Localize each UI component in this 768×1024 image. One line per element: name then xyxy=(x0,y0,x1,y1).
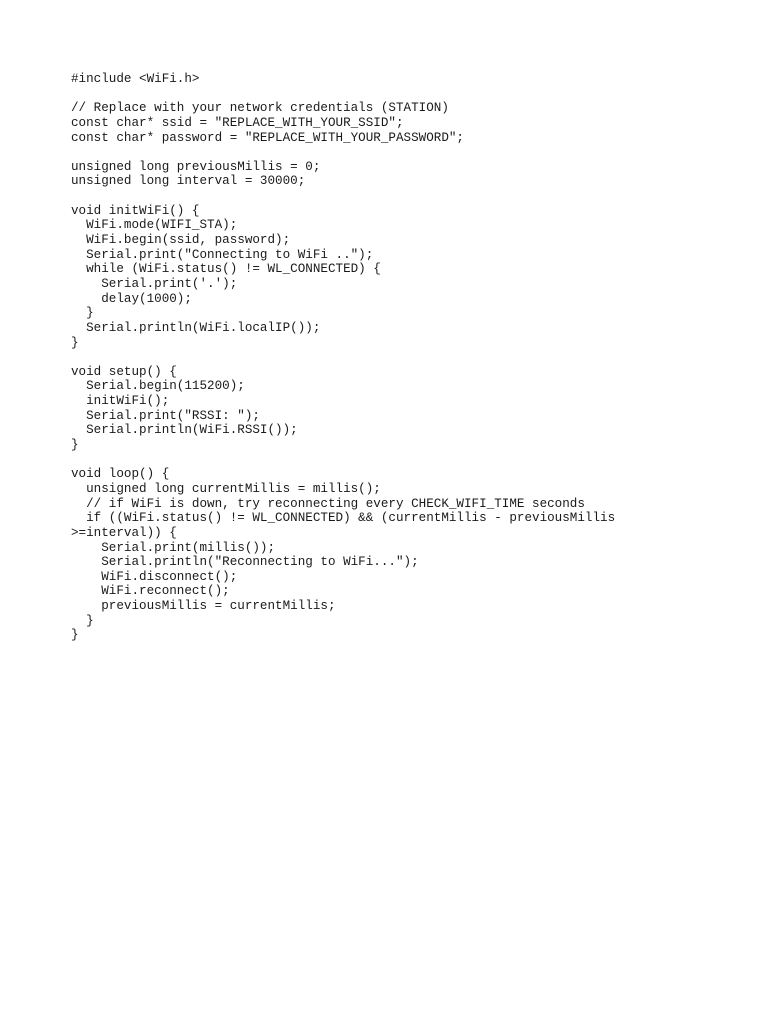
code-line: Serial.print(millis()); xyxy=(71,540,276,555)
code-line: Serial.begin(115200); xyxy=(71,379,245,394)
code-line xyxy=(71,87,691,102)
code-line: initWiFi(); xyxy=(71,394,170,409)
code-line: void setup() { xyxy=(71,364,177,379)
code-line: previousMillis = currentMillis; xyxy=(71,599,336,614)
code-line: } xyxy=(71,438,79,453)
code-line xyxy=(71,350,691,365)
code-line: WiFi.mode(WIFI_STA); xyxy=(71,218,238,233)
code-line: void loop() { xyxy=(71,467,170,482)
code-line: >=interval)) { xyxy=(71,525,177,540)
code-line xyxy=(71,453,691,468)
code-line: unsigned long previousMillis = 0; xyxy=(71,159,321,174)
code-line: } xyxy=(71,613,94,628)
code-line xyxy=(71,189,691,204)
code-line: void initWiFi() { xyxy=(71,203,200,218)
code-line: unsigned long currentMillis = millis(); xyxy=(71,481,381,496)
code-line: Serial.print("RSSI: "); xyxy=(71,408,260,423)
code-line: Serial.print("Connecting to WiFi .."); xyxy=(71,247,374,262)
code-line: } xyxy=(71,335,79,350)
code-line: WiFi.begin(ssid, password); xyxy=(71,233,291,248)
code-line: Serial.println("Reconnecting to WiFi..."); xyxy=(71,555,419,570)
code-line: // Replace with your network credentials (STATION) xyxy=(71,101,449,116)
code-line: } xyxy=(71,628,79,643)
code-line: delay(1000); xyxy=(71,291,192,306)
code-line xyxy=(71,145,691,160)
code-line: while (WiFi.status() != WL_CONNECTED) { xyxy=(71,262,381,277)
code-line: const char* password = "REPLACE_WITH_YOUR_PASSWORD"; xyxy=(71,130,464,145)
code-line: const char* ssid = "REPLACE_WITH_YOUR_SSID"; xyxy=(71,115,404,130)
code-line: #include <WiFi.h> xyxy=(71,72,200,86)
code-line: unsigned long interval = 30000; xyxy=(71,174,306,189)
code-line: } xyxy=(71,306,94,321)
code-line: Serial.println(WiFi.RSSI()); xyxy=(71,423,298,438)
code-line: // if WiFi is down, try reconnecting every CHECK_WIFI_TIME seconds xyxy=(71,496,585,511)
code-line: if ((WiFi.status() != WL_CONNECTED) && (currentMillis - previousMillis xyxy=(71,511,616,526)
code-line: WiFi.disconnect(); xyxy=(71,569,238,584)
code-line: Serial.println(WiFi.localIP()); xyxy=(71,320,321,335)
code-line: Serial.print('.'); xyxy=(71,276,238,291)
code-line: WiFi.reconnect(); xyxy=(71,584,230,599)
code-listing xyxy=(71,72,691,643)
